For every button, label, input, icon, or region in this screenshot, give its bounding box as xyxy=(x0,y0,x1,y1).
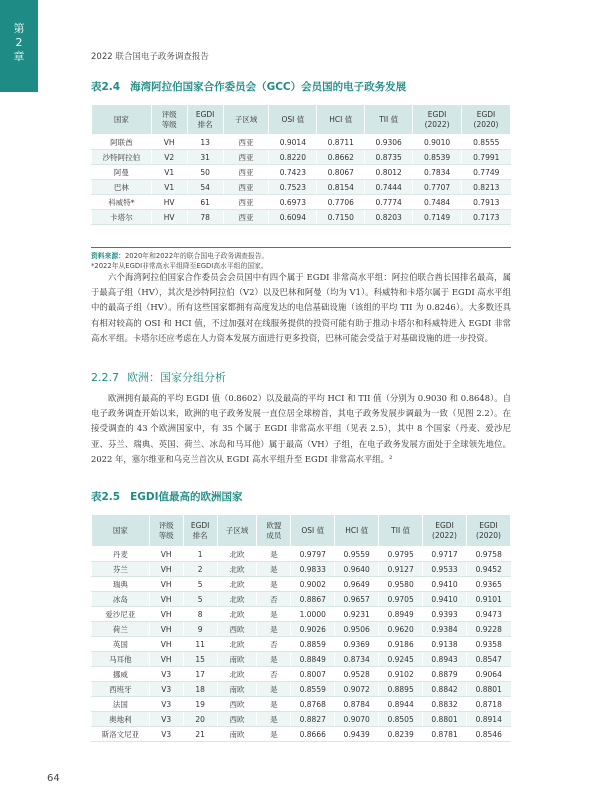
source-note xyxy=(91,251,268,261)
table-cell: 0.9070 xyxy=(335,712,379,727)
table-cell: 0.9101 xyxy=(466,592,510,607)
table-cell: 15 xyxy=(183,652,217,667)
table-row xyxy=(92,712,511,727)
table-cell: 0.8859 xyxy=(291,637,335,652)
table-2-5-number: 表2.5 xyxy=(91,491,121,503)
table-cell: 0.9072 xyxy=(335,682,379,697)
table-cell: 西亚 xyxy=(223,180,269,195)
table-cell: 南欧 xyxy=(217,682,257,697)
country-cell: 沙特阿拉伯 xyxy=(92,150,152,165)
table-cell: 0.7149 xyxy=(413,210,462,225)
table-cell: 0.9649 xyxy=(335,577,379,592)
table-cell: VH xyxy=(149,577,183,592)
table-cell: 0.9231 xyxy=(335,607,379,622)
table-cell: 0.9010 xyxy=(413,135,462,150)
table-cell: HV xyxy=(151,195,187,210)
country-cell: 瑞典 xyxy=(92,577,150,592)
table-cell: 0.9657 xyxy=(335,592,379,607)
table-cell: 20 xyxy=(183,712,217,727)
table-2-4-notes xyxy=(91,251,268,271)
country-cell: 爱沙尼亚 xyxy=(92,607,150,622)
table-cell: V1 xyxy=(151,180,187,195)
table-cell: V1 xyxy=(151,165,187,180)
chapter-tab-line2: 2 xyxy=(15,36,23,49)
table-cell: 5 xyxy=(183,577,217,592)
table-cell: 0.8546 xyxy=(466,727,510,742)
country-cell: 西班牙 xyxy=(92,682,150,697)
table-cell: V3 xyxy=(149,682,183,697)
table-2-4-title xyxy=(91,79,406,94)
table-cell: 0.9245 xyxy=(379,652,423,667)
table-cell: 0.8203 xyxy=(365,210,413,225)
table-row xyxy=(92,165,511,180)
table-cell: 西欧 xyxy=(217,712,257,727)
country-cell: 芬兰 xyxy=(92,562,150,577)
table-cell: 是 xyxy=(257,622,291,637)
country-cell: 科威特* xyxy=(92,195,152,210)
t25-header-cell: TII 值 xyxy=(379,515,423,547)
t25-header-cell: 欧盟 成员 xyxy=(257,515,291,547)
table-cell: VH xyxy=(151,135,187,150)
t25-header-cell: 国家 xyxy=(92,515,150,547)
table-cell: 0.7523 xyxy=(269,180,317,195)
table-cell: 0.8734 xyxy=(335,652,379,667)
table-cell: 否 xyxy=(257,637,291,652)
t24-header-cell: EGDI 排名 xyxy=(187,105,223,135)
country-cell: 斯洛文尼亚 xyxy=(92,727,150,742)
table-cell: 31 xyxy=(187,150,223,165)
table-cell: 0.9528 xyxy=(335,667,379,682)
country-cell: 阿联酋 xyxy=(92,135,152,150)
table-2-5-title xyxy=(91,489,243,504)
table-cell: 0.8781 xyxy=(423,727,467,742)
table-cell: 0.8895 xyxy=(379,682,423,697)
table-row xyxy=(92,592,511,607)
table-cell: 西欧 xyxy=(217,697,257,712)
table-cell: 西亚 xyxy=(223,135,269,150)
table-cell: 0.7707 xyxy=(413,180,462,195)
table-cell: 0.8867 xyxy=(291,592,335,607)
table-row xyxy=(92,577,511,592)
table-cell: 北欧 xyxy=(217,562,257,577)
table-cell: 0.8827 xyxy=(291,712,335,727)
section-heading xyxy=(91,369,226,385)
table-cell: 0.9026 xyxy=(291,622,335,637)
table-cell: 0.9439 xyxy=(335,727,379,742)
table-cell: 11 xyxy=(183,637,217,652)
table-cell: 是 xyxy=(257,577,291,592)
table-cell: 0.7484 xyxy=(413,195,462,210)
t25-header-cell: OSI 值 xyxy=(291,515,335,547)
table-cell: 0.8012 xyxy=(365,165,413,180)
table-cell: 0.8768 xyxy=(291,697,335,712)
table-cell: 0.9640 xyxy=(335,562,379,577)
table-cell: 是 xyxy=(257,547,291,562)
table-cell: 0.6973 xyxy=(269,195,317,210)
t25-header-cell: 子区域 xyxy=(217,515,257,547)
table-cell: 是 xyxy=(257,712,291,727)
table-cell: 0.8067 xyxy=(317,165,365,180)
table-row xyxy=(92,727,511,742)
table-cell: 0.9127 xyxy=(379,562,423,577)
country-cell: 奥地利 xyxy=(92,712,150,727)
chapter-tab-line3: 章 xyxy=(13,50,25,63)
table-cell: 西亚 xyxy=(223,150,269,165)
country-cell: 阿曼 xyxy=(92,165,152,180)
table-cell: 是 xyxy=(257,607,291,622)
table-cell: 61 xyxy=(187,195,223,210)
table-2-5-caption: EGDI值最高的欧洲国家 xyxy=(130,491,243,503)
table-2-4-header-row xyxy=(92,105,511,135)
table-cell: 0.9795 xyxy=(379,547,423,562)
table-cell: 0.8547 xyxy=(466,652,510,667)
table-cell: 0.8555 xyxy=(462,135,511,150)
table-cell: 0.7150 xyxy=(317,210,365,225)
table-cell: 0.9717 xyxy=(423,547,467,562)
page-number: 64 xyxy=(47,773,60,784)
table-row xyxy=(92,622,511,637)
country-cell: 法国 xyxy=(92,697,150,712)
table-row xyxy=(92,607,511,622)
table-cell: 西亚 xyxy=(223,195,269,210)
table-2-4 xyxy=(91,104,511,225)
table-cell: 北欧 xyxy=(217,607,257,622)
table-2-4-number: 表2.4 xyxy=(91,81,121,93)
chapter-tab-line1: 第 xyxy=(13,22,25,35)
source-label: 资料来源： xyxy=(91,252,125,260)
table-cell: 0.8662 xyxy=(317,150,365,165)
table-cell: 是 xyxy=(257,652,291,667)
table-cell: 0.8879 xyxy=(423,667,467,682)
table-cell: 0.8539 xyxy=(413,150,462,165)
table-cell: HV xyxy=(151,210,187,225)
t24-header-cell: EGDI (2020) xyxy=(462,105,511,135)
table-cell: 0.9452 xyxy=(466,562,510,577)
country-cell: 马耳他 xyxy=(92,652,150,667)
table-cell: 0.9064 xyxy=(466,667,510,682)
table-cell: V3 xyxy=(149,667,183,682)
table-cell: 0.7834 xyxy=(413,165,462,180)
table-cell: 南欧 xyxy=(217,727,257,742)
table-cell: 是 xyxy=(257,682,291,697)
source-text: 2020年和2022年的联合国电子政务调查报告。 xyxy=(124,252,269,260)
t24-header-cell: OSI 值 xyxy=(269,105,317,135)
table-cell: 0.7173 xyxy=(462,210,511,225)
table-cell: 0.7423 xyxy=(269,165,317,180)
table-2-5-header-row xyxy=(92,515,511,547)
table-cell: 18 xyxy=(183,682,217,697)
table-cell: 0.9410 xyxy=(423,577,467,592)
table-row xyxy=(92,135,511,150)
table-cell: 0.9002 xyxy=(291,577,335,592)
table-cell: 17 xyxy=(183,667,217,682)
table-cell: 0.9620 xyxy=(379,622,423,637)
table-cell: 1.0000 xyxy=(291,607,335,622)
table-cell: VH xyxy=(149,607,183,622)
table-cell: 0.8220 xyxy=(269,150,317,165)
table-2-5 xyxy=(91,514,511,742)
table-cell: 西欧 xyxy=(217,622,257,637)
table-cell: VH xyxy=(149,547,183,562)
table-cell: 0.8943 xyxy=(423,652,467,667)
table-cell: 0.8711 xyxy=(317,135,365,150)
table-row xyxy=(92,547,511,562)
country-cell: 英国 xyxy=(92,637,150,652)
table-cell: 0.9506 xyxy=(335,622,379,637)
table-cell: 0.9306 xyxy=(365,135,413,150)
table-cell: 0.9410 xyxy=(423,592,467,607)
table-cell: 0.8735 xyxy=(365,150,413,165)
table-cell: 54 xyxy=(187,180,223,195)
table-cell: 0.7774 xyxy=(365,195,413,210)
table-cell: 0.9580 xyxy=(379,577,423,592)
table-cell: 否 xyxy=(257,667,291,682)
table-cell: VH xyxy=(149,622,183,637)
table-cell: 19 xyxy=(183,697,217,712)
table-cell: 0.7444 xyxy=(365,180,413,195)
table-row xyxy=(92,682,511,697)
table-cell: 0.7991 xyxy=(462,150,511,165)
t24-header-cell: EGDI (2022) xyxy=(413,105,462,135)
table-cell: 0.9102 xyxy=(379,667,423,682)
table-cell: 0.9358 xyxy=(466,637,510,652)
table-cell: 0.9365 xyxy=(466,577,510,592)
country-cell: 卡塔尔 xyxy=(92,210,152,225)
section-title: 欧洲：国家分组分析 xyxy=(127,371,226,384)
table-cell: 0.8914 xyxy=(466,712,510,727)
table-cell: 0.8666 xyxy=(291,727,335,742)
table-cell: 0.9186 xyxy=(379,637,423,652)
t25-header-cell: 评级 等级 xyxy=(149,515,183,547)
table-row xyxy=(92,652,511,667)
table-cell: 0.8154 xyxy=(317,180,365,195)
paragraph-europe: 欧洲拥有最高的平均 EGDI 值（0.8602）以及最高的平均 HCI 和 TII 值（分别为 0.9030 和 0.8648）。自电子政务调查开始以来，欧洲的电子政务发展一直位居全球榜首，其电子政务发展步调最为一致（见图 2.2）。在接受调查的 43 个欧洲国家中，有 35 个属于 EGDI 非常高水平组（见表 2.5），其中 8 个国家（丹麦、爱沙尼亚、芬兰、瑞典、英国、荷兰、冰岛和马耳他）属于最高（VH）子组，在电子政务发展方面处于全球领先地位。2022 年，塞尔维亚和乌克兰首次从 EGDI 高水平组升至 EGDI 非常高水平组。² xyxy=(91,393,511,464)
table-cell: V2 xyxy=(151,150,187,165)
table-cell: VH xyxy=(149,562,183,577)
table-cell: 0.8718 xyxy=(466,697,510,712)
running-head: 2022 联合国电子政务调查报告 xyxy=(91,52,209,62)
table-cell: 9 xyxy=(183,622,217,637)
table-cell: 50 xyxy=(187,165,223,180)
notes-divider xyxy=(91,247,511,248)
table-cell: 0.8842 xyxy=(423,682,467,697)
table-cell: 0.8784 xyxy=(335,697,379,712)
table-cell: VH xyxy=(149,637,183,652)
table-cell: 2 xyxy=(183,562,217,577)
table-cell: 0.8007 xyxy=(291,667,335,682)
footnote: *2022年从EGDI非常高水平组降至EGDI高水平组的国家。 xyxy=(91,262,268,270)
table-row xyxy=(92,562,511,577)
table-cell: 0.6094 xyxy=(269,210,317,225)
table-row xyxy=(92,195,511,210)
table-cell: V3 xyxy=(149,712,183,727)
country-cell: 挪威 xyxy=(92,667,150,682)
table-cell: 否 xyxy=(257,592,291,607)
table-cell: VH xyxy=(149,652,183,667)
table-cell: 0.9705 xyxy=(379,592,423,607)
paragraph-gcc: 六个海湾阿拉伯国家合作委员会会员国中有四个属于 EGDI 非常高水平组：阿拉伯联合酋长国排名最高，属于最高子组（HV），其次是沙特阿拉伯（V2）以及巴林和阿曼（均为 V1）。科威特和卡塔尔属于 EGDI 高水平组中的最高子组（HV）。所有这些国家都拥有高度发达的电信基础设施（该组的平均 TII 为 0.8246）。大多数还具有相对较高的 OSI 和 HCI 值，不过加强对在线服务提供的投资可能有助于推动卡塔尔和科威特进入 EGDI 非常高水平组。卡塔尔还应考虑在人力资本发展方面进行更多投资，巴林可能会受益于对基础设施的进一步投资。 xyxy=(91,272,511,343)
t25-header-cell: HCI 值 xyxy=(335,515,379,547)
table-cell: 0.7749 xyxy=(462,165,511,180)
table-cell: 0.9533 xyxy=(423,562,467,577)
country-cell: 丹麦 xyxy=(92,547,150,562)
table-cell: 北欧 xyxy=(217,592,257,607)
table-cell: 0.8849 xyxy=(291,652,335,667)
table-row xyxy=(92,180,511,195)
table-cell: 0.7706 xyxy=(317,195,365,210)
t25-header-cell: EGDI (2022) xyxy=(423,515,467,547)
table-cell: 0.9014 xyxy=(269,135,317,150)
t25-header-cell: EGDI (2020) xyxy=(466,515,510,547)
table-cell: 0.9384 xyxy=(423,622,467,637)
table-row xyxy=(92,637,511,652)
table-cell: 0.9797 xyxy=(291,547,335,562)
table-cell: 0.8213 xyxy=(462,180,511,195)
table-cell: 南欧 xyxy=(217,652,257,667)
table-cell: 0.9369 xyxy=(335,637,379,652)
t24-header-cell: TII 值 xyxy=(365,105,413,135)
table-cell: 0.8944 xyxy=(379,697,423,712)
chapter-tab xyxy=(0,0,38,92)
table-cell: 0.8949 xyxy=(379,607,423,622)
table-cell: 0.9393 xyxy=(423,607,467,622)
table-cell: V3 xyxy=(149,697,183,712)
table-row xyxy=(92,667,511,682)
table-cell: 21 xyxy=(183,727,217,742)
table-cell: 是 xyxy=(257,727,291,742)
table-cell: 0.8832 xyxy=(423,697,467,712)
table-cell: VH xyxy=(149,592,183,607)
table-cell: 是 xyxy=(257,562,291,577)
table-cell: 北欧 xyxy=(217,637,257,652)
table-cell: 0.9138 xyxy=(423,637,467,652)
table-cell: 13 xyxy=(187,135,223,150)
table-cell: 0.7913 xyxy=(462,195,511,210)
table-cell: 0.9758 xyxy=(466,547,510,562)
table-cell: 北欧 xyxy=(217,577,257,592)
table-row xyxy=(92,210,511,225)
table-2-4-caption: 海湾阿拉伯国家合作委员会（GCC）会员国的电子政务发展 xyxy=(130,81,407,93)
table-cell: 8 xyxy=(183,607,217,622)
table-cell: 78 xyxy=(187,210,223,225)
table-cell: 5 xyxy=(183,592,217,607)
table-row xyxy=(92,150,511,165)
table-cell: 0.8559 xyxy=(291,682,335,697)
t25-header-cell: EGDI 排名 xyxy=(183,515,217,547)
t24-header-cell: 子区域 xyxy=(223,105,269,135)
table-cell: 是 xyxy=(257,697,291,712)
table-cell: 1 xyxy=(183,547,217,562)
t24-header-cell: 国家 xyxy=(92,105,152,135)
country-cell: 巴林 xyxy=(92,180,152,195)
table-cell: 0.9473 xyxy=(466,607,510,622)
table-cell: V3 xyxy=(149,727,183,742)
t24-header-cell: 评级 等级 xyxy=(151,105,187,135)
table-cell: 北欧 xyxy=(217,547,257,562)
table-cell: 0.9833 xyxy=(291,562,335,577)
table-cell: 北欧 xyxy=(217,667,257,682)
table-cell: 0.8505 xyxy=(379,712,423,727)
table-cell: 0.9559 xyxy=(335,547,379,562)
table-cell: 0.8239 xyxy=(379,727,423,742)
country-cell: 冰岛 xyxy=(92,592,150,607)
table-cell: 西亚 xyxy=(223,210,269,225)
table-cell: 0.9228 xyxy=(466,622,510,637)
table-cell: 西亚 xyxy=(223,165,269,180)
section-number: 2.2.7 xyxy=(91,371,119,384)
table-row xyxy=(92,697,511,712)
table-cell: 0.8801 xyxy=(423,712,467,727)
t24-header-cell: HCI 值 xyxy=(317,105,365,135)
table-cell: 0.8801 xyxy=(466,682,510,697)
country-cell: 荷兰 xyxy=(92,622,150,637)
